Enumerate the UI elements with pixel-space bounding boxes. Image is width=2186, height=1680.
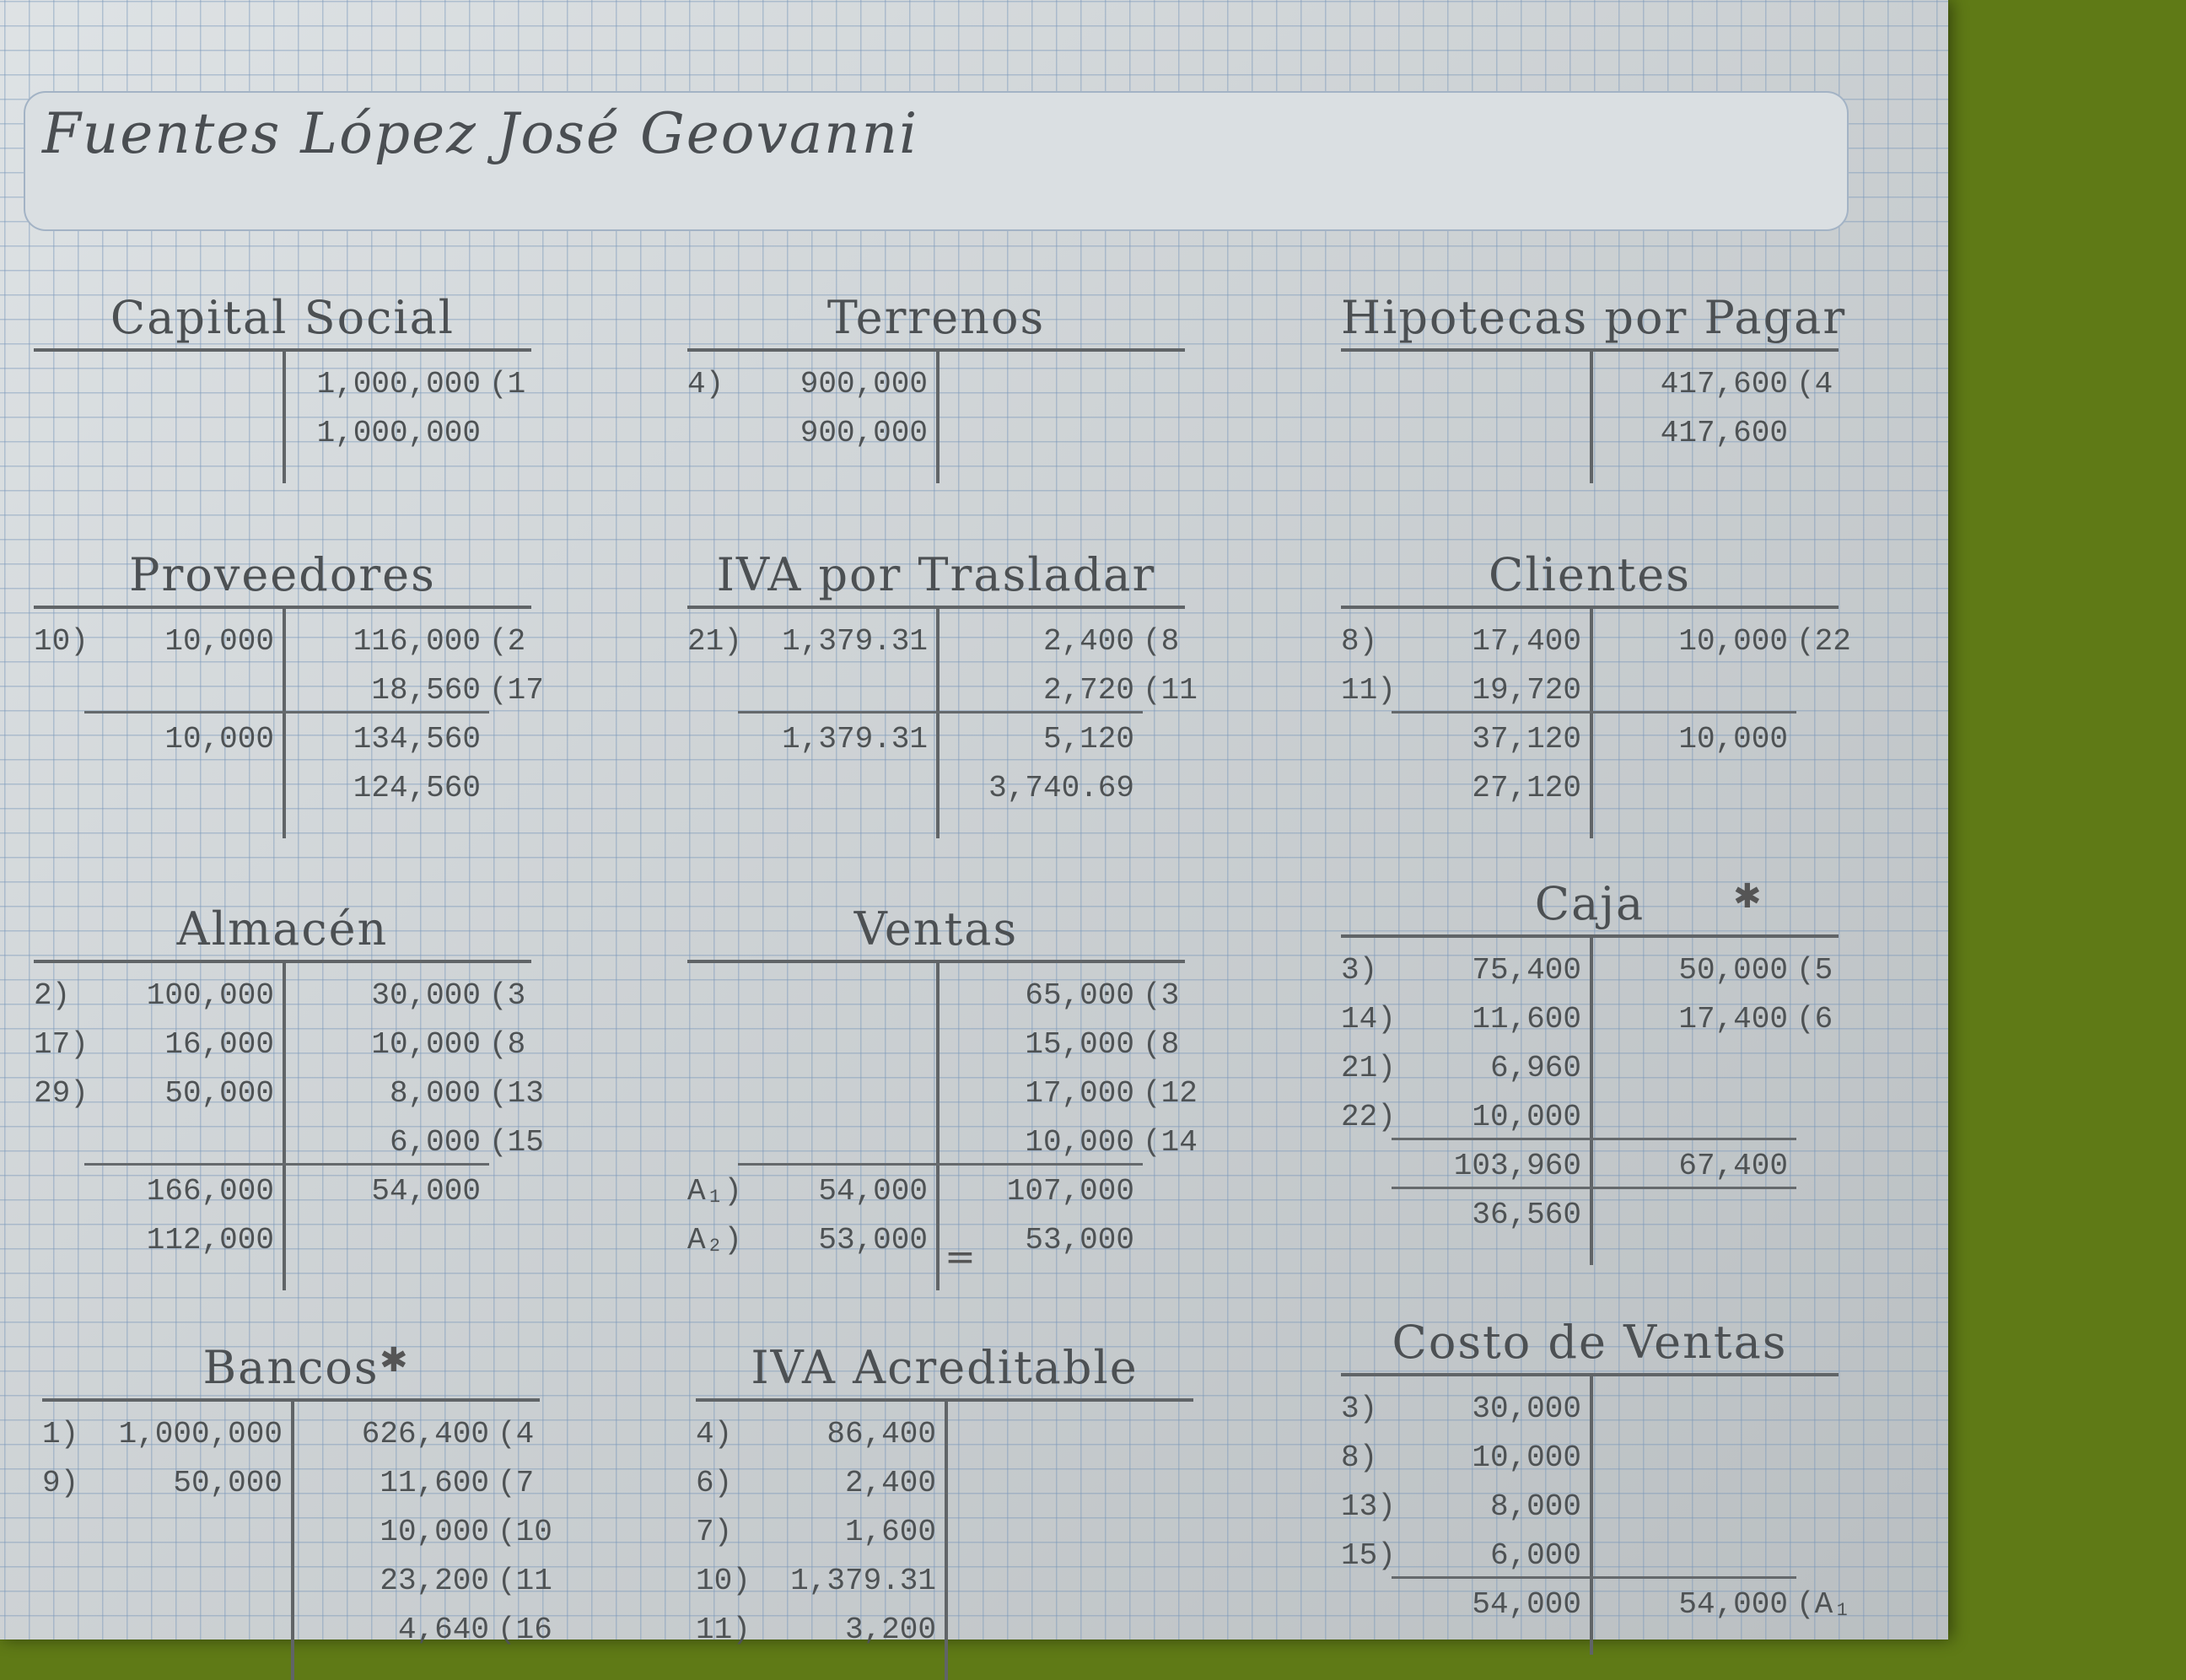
- entry-ref-right: (22: [1796, 624, 1851, 659]
- debit-amount: 54,000: [1472, 1587, 1581, 1622]
- ledger-row: [687, 715, 1185, 764]
- debit-amount: 30,000: [1472, 1392, 1581, 1426]
- entry-ref-right: (16: [498, 1613, 552, 1647]
- ledger-row: [687, 666, 1198, 715]
- credit-amount: 6,000: [389, 1125, 481, 1160]
- entry-ref-right: (1: [489, 367, 526, 401]
- debit-amount: 1,379.31: [782, 722, 928, 757]
- account-title: Bancos: [202, 1341, 380, 1394]
- ledger-row: [1341, 764, 1839, 813]
- entry-ref-right: (A₁: [1796, 1587, 1851, 1622]
- entry-ref-left: 8): [1341, 1440, 1378, 1475]
- ledger-row: [696, 1557, 1193, 1606]
- ledger-row: [687, 764, 1185, 813]
- total-line: [1392, 1138, 1796, 1140]
- debit-amount: 6,960: [1489, 1051, 1581, 1085]
- credit-amount: 5,120: [1042, 722, 1134, 757]
- debit-amount: 10,000: [1472, 1100, 1581, 1134]
- total-line: [1392, 1187, 1796, 1189]
- t-account: [1341, 291, 1847, 458]
- ledger-row: [1341, 1532, 1839, 1580]
- account-title: Capital Social: [110, 291, 455, 344]
- debit-amount: 1,000,000: [118, 1417, 283, 1451]
- credit-amount: 417,600: [1660, 416, 1788, 450]
- caja-check-mark: ✱: [1733, 877, 1762, 916]
- entry-ref-right: (11: [1143, 673, 1198, 708]
- debit-amount: 3,200: [844, 1613, 936, 1647]
- credit-amount: 134,560: [353, 722, 481, 757]
- ledger-row: [34, 360, 531, 409]
- entry-ref-left: 15): [1341, 1538, 1396, 1573]
- entry-ref-right: (15: [489, 1125, 544, 1160]
- ledger-row: [1341, 715, 1839, 764]
- total-line: [738, 1163, 1143, 1166]
- ledger-row: [687, 972, 1185, 1020]
- credit-amount: 65,000: [1025, 978, 1134, 1013]
- debit-amount: 10,000: [164, 624, 274, 659]
- total-line: [84, 711, 489, 713]
- t-account: [34, 291, 531, 458]
- credit-amount: 2,720: [1042, 673, 1134, 708]
- entry-ref-right: (7: [498, 1466, 535, 1500]
- account-title: Almacén: [176, 902, 389, 956]
- ledger-row: [42, 1557, 552, 1606]
- credit-amount: 10,000: [1025, 1125, 1134, 1160]
- credit-amount: 8,000: [389, 1076, 481, 1111]
- account-title: Ventas: [853, 902, 1019, 956]
- credit-amount: 18,560: [371, 673, 481, 708]
- credit-amount: 2,400: [1042, 624, 1134, 659]
- entry-ref-right: (8: [1143, 1027, 1180, 1062]
- ledger-row: [1341, 946, 1839, 995]
- total-line: [1392, 1576, 1796, 1579]
- t-account: [687, 291, 1185, 458]
- ledger-row: [687, 409, 1185, 458]
- entry-ref-left: 11): [1341, 673, 1396, 708]
- entry-ref-right: (8: [1143, 624, 1180, 659]
- entry-ref-left: 17): [34, 1027, 89, 1062]
- total-line: [84, 1163, 489, 1166]
- account-title: Clientes: [1489, 548, 1691, 601]
- account-title: Terrenos: [826, 291, 1046, 344]
- ledger-row: [34, 1069, 544, 1118]
- credit-amount: 54,000: [371, 1174, 481, 1209]
- ledger-row: [687, 1069, 1198, 1118]
- account-title: Hipotecas por Pagar: [1341, 291, 1847, 344]
- entry-ref-right: (3: [1143, 978, 1180, 1013]
- entry-ref-right: (4: [1796, 367, 1833, 401]
- debit-amount: 100,000: [146, 978, 274, 1013]
- credit-amount: 53,000: [1025, 1223, 1134, 1257]
- entry-ref-left: A₂): [687, 1223, 742, 1257]
- debit-amount: 17,400: [1472, 624, 1581, 659]
- entry-ref-right: (14: [1143, 1125, 1198, 1160]
- entry-ref-left: 3): [1341, 953, 1378, 988]
- debit-amount: 8,000: [1489, 1489, 1581, 1524]
- ledger-row: [42, 1459, 540, 1508]
- ledger-row: [1341, 1580, 1851, 1629]
- ledger-row: [687, 1020, 1185, 1069]
- ledger-row: [1341, 1142, 1839, 1191]
- debit-amount: 112,000: [146, 1223, 274, 1257]
- ledger-row: [1341, 1191, 1839, 1240]
- debit-amount: 27,120: [1472, 771, 1581, 805]
- entry-ref-left: 4): [696, 1417, 733, 1451]
- t-account: [42, 1341, 552, 1655]
- entry-ref-left: 4): [687, 367, 724, 401]
- ledger-row: [687, 1118, 1198, 1167]
- account-title: Caja: [1534, 877, 1645, 930]
- debit-amount: 50,000: [164, 1076, 274, 1111]
- entry-ref-left: 10): [34, 624, 89, 659]
- entry-ref-left: 6): [696, 1466, 733, 1500]
- credit-amount: 17,400: [1678, 1002, 1788, 1037]
- ledger-row: [687, 1216, 1185, 1265]
- entry-ref-left: 21): [687, 624, 742, 659]
- ledger-row: [42, 1410, 540, 1459]
- entry-ref-right: (3: [489, 978, 526, 1013]
- entry-ref-left: 3): [1341, 1392, 1378, 1426]
- ledger-row: [687, 1167, 1185, 1216]
- debit-amount: 1,600: [844, 1515, 936, 1549]
- ledger-row: [34, 617, 531, 666]
- entry-ref-left: 1): [42, 1417, 79, 1451]
- ledger-row: [1341, 617, 1851, 666]
- t-account: [1341, 877, 1839, 1240]
- debit-amount: 6,000: [1489, 1538, 1581, 1573]
- ledger-row: [696, 1606, 1193, 1655]
- t-account: [696, 1341, 1193, 1655]
- entry-ref-left: 9): [42, 1466, 79, 1500]
- account-title: IVA Acreditable: [751, 1341, 1139, 1394]
- ledger-row: [42, 1606, 552, 1655]
- entry-ref-left: 11): [696, 1613, 751, 1647]
- credit-amount: 4,640: [397, 1613, 489, 1647]
- ledger-row: [34, 409, 531, 458]
- credit-amount: 1,000,000: [316, 416, 481, 450]
- total-line: [738, 711, 1143, 713]
- entry-ref-left: 2): [34, 978, 71, 1013]
- t-account: [34, 902, 544, 1265]
- ledger-row: [34, 764, 531, 813]
- debit-amount: 900,000: [800, 416, 928, 450]
- entry-ref-right: (2: [489, 624, 526, 659]
- entry-ref-left: 21): [1341, 1051, 1396, 1085]
- ledger-row: [1341, 409, 1839, 458]
- ledger-row: [1341, 1483, 1839, 1532]
- credit-amount: 3,740.69: [988, 771, 1134, 805]
- ledger-row: [687, 360, 1185, 409]
- entry-ref-right: (5: [1796, 953, 1833, 988]
- debit-amount: 37,120: [1472, 722, 1581, 757]
- credit-amount: 10,000: [1678, 722, 1788, 757]
- ledger-row: [34, 1020, 531, 1069]
- debit-amount: 50,000: [173, 1466, 283, 1500]
- t-account: [34, 548, 544, 813]
- entry-ref-left: 29): [34, 1076, 89, 1111]
- ledger-row: [34, 1118, 544, 1167]
- ledger-row: [34, 1167, 531, 1216]
- t-account: [687, 548, 1198, 813]
- entry-ref-right: (8: [489, 1027, 526, 1062]
- credit-amount: 124,560: [353, 771, 481, 805]
- debit-amount: 10,000: [1472, 1440, 1581, 1475]
- entry-ref-left: 8): [1341, 624, 1378, 659]
- debit-amount: 75,400: [1472, 953, 1581, 988]
- ledger-row: [687, 617, 1185, 666]
- entry-ref-left: 13): [1341, 1489, 1396, 1524]
- credit-amount: 11,600: [380, 1466, 489, 1500]
- ledger-row: [34, 1216, 531, 1265]
- debit-amount: 10,000: [164, 722, 274, 757]
- ledger-row: [696, 1410, 1193, 1459]
- credit-amount: 17,000: [1025, 1076, 1134, 1111]
- debit-amount: 103,960: [1453, 1149, 1581, 1183]
- credit-amount: 10,000: [1678, 624, 1788, 659]
- entry-ref-right: (10: [498, 1515, 552, 1549]
- credit-amount: 1,000,000: [316, 367, 481, 401]
- credit-amount: 30,000: [371, 978, 481, 1013]
- debit-amount: 1,379.31: [782, 624, 928, 659]
- ledger-row: [34, 972, 531, 1020]
- debit-amount: 166,000: [146, 1174, 274, 1209]
- account-title: Costo de Ventas: [1392, 1316, 1788, 1369]
- ventas-balance-mark: =: [945, 1236, 976, 1279]
- credit-amount: 10,000: [380, 1515, 489, 1549]
- author-name: Fuentes López José Geovanni: [42, 101, 919, 166]
- credit-amount: 67,400: [1678, 1149, 1788, 1183]
- credit-amount: 626,400: [361, 1417, 489, 1451]
- debit-amount: 36,560: [1472, 1198, 1581, 1232]
- credit-amount: 54,000: [1678, 1587, 1788, 1622]
- bancos-check-mark: ✱: [380, 1341, 408, 1380]
- entry-ref-right: (4: [498, 1417, 535, 1451]
- debit-amount: 900,000: [800, 367, 928, 401]
- t-account: [1341, 1316, 1851, 1629]
- entry-ref-left: 7): [696, 1515, 733, 1549]
- entry-ref-left: 14): [1341, 1002, 1396, 1037]
- credit-amount: 23,200: [380, 1564, 489, 1598]
- ledger-row: [1341, 1385, 1839, 1434]
- entry-ref-left: 10): [696, 1564, 751, 1598]
- ledger-row: [1341, 1434, 1839, 1483]
- debit-amount: 86,400: [826, 1417, 936, 1451]
- debit-amount: 53,000: [818, 1223, 928, 1257]
- debit-amount: 16,000: [164, 1027, 274, 1062]
- credit-amount: 10,000: [371, 1027, 481, 1062]
- credit-amount: 417,600: [1660, 367, 1788, 401]
- t-account: [1341, 548, 1851, 813]
- account-title: Proveedores: [129, 548, 436, 601]
- credit-amount: 50,000: [1678, 953, 1788, 988]
- debit-amount: 54,000: [818, 1174, 928, 1209]
- entry-ref-left: A₁): [687, 1174, 742, 1209]
- total-line: [1392, 711, 1796, 713]
- entry-ref-right: (17: [489, 673, 544, 708]
- debit-amount: 2,400: [844, 1466, 936, 1500]
- t-account: [687, 902, 1198, 1265]
- ledger-row: [1341, 666, 1839, 715]
- credit-amount: 116,000: [353, 624, 481, 659]
- entry-ref-left: 22): [1341, 1100, 1396, 1134]
- entry-ref-right: (12: [1143, 1076, 1198, 1111]
- ledger-row: [34, 715, 531, 764]
- ledger-row: [696, 1508, 1193, 1557]
- account-title: IVA por Trasladar: [716, 548, 1156, 601]
- debit-amount: 1,379.31: [790, 1564, 936, 1598]
- entry-ref-right: (6: [1796, 1002, 1833, 1037]
- credit-amount: 15,000: [1025, 1027, 1134, 1062]
- entry-ref-right: (11: [498, 1564, 552, 1598]
- ledger-row: [1341, 1044, 1839, 1093]
- ledger-row: [1341, 360, 1839, 409]
- ledger-row: [34, 666, 544, 715]
- debit-amount: 11,600: [1472, 1002, 1581, 1037]
- ledger-row: [696, 1459, 1193, 1508]
- ledger-row: [42, 1508, 552, 1557]
- ledger-row: [1341, 995, 1839, 1044]
- ledger-row: [1341, 1093, 1839, 1142]
- credit-amount: 107,000: [1006, 1174, 1134, 1209]
- entry-ref-right: (13: [489, 1076, 544, 1111]
- debit-amount: 19,720: [1472, 673, 1581, 708]
